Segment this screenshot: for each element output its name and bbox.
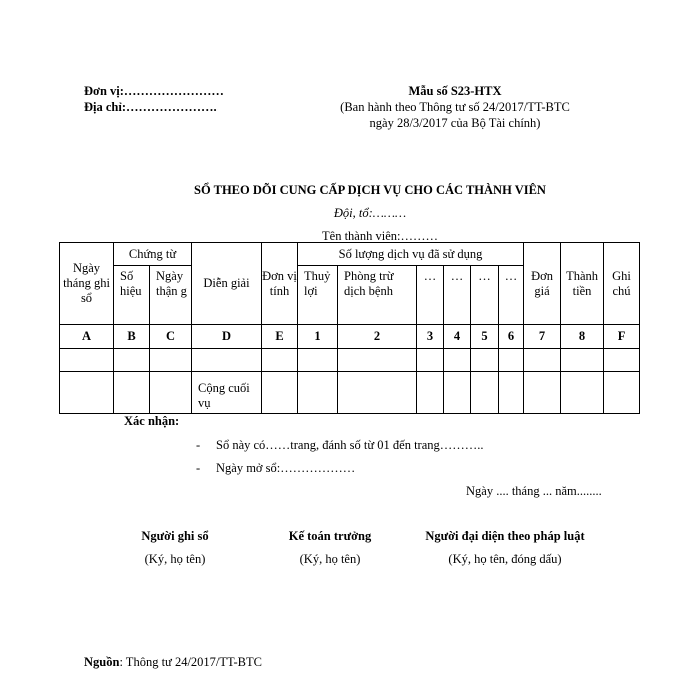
table-cell [262, 349, 298, 372]
col-price-header: Đơn giá [524, 243, 561, 325]
col-irrigation-header: Thuỷ lợi [298, 266, 338, 325]
signer-legal-rep-note: (Ký, họ tên, đóng dấu) [448, 552, 562, 566]
total-label: Cộng cuối vụ [198, 381, 250, 410]
code-cell: D [192, 325, 262, 349]
source-label: Nguồn [84, 655, 120, 669]
col-amount-header: Thành tiền [561, 243, 604, 325]
table-cell [471, 372, 499, 414]
ledger-title: SỔ THEO DÕI CUNG CẤP DỊCH VỤ CHO CÁC THÀNH VIÊN [194, 183, 546, 197]
table-cell [561, 372, 604, 414]
total-label-cell [192, 372, 262, 414]
table-cell [114, 349, 150, 372]
col-disease-header: Phòng trừ dịch bệnh [338, 266, 417, 325]
table-cell [417, 349, 444, 372]
table-cell [471, 349, 499, 372]
confirm-line-2: Ngày mở sổ:……………… [216, 461, 356, 475]
signer-recorder-title: Người ghi sổ [141, 529, 209, 543]
col-dots-header: … [444, 266, 471, 325]
table-cell [60, 349, 114, 372]
code-cell: 4 [444, 325, 471, 349]
table-cell [150, 372, 192, 414]
col-voucher-date-header: Ngày thận g [150, 266, 192, 325]
col-voucher-no-header: Số hiệu [114, 266, 150, 325]
table-cell [499, 372, 524, 414]
signer-accountant-note: (Ký, họ tên) [299, 552, 361, 566]
table-cell [499, 349, 524, 372]
table-cell [417, 372, 444, 414]
col-dots-header: … [417, 266, 444, 325]
code-cell: 5 [471, 325, 499, 349]
issued-line-2: ngày 28/3/2017 của Bộ Tài chính) [369, 116, 541, 130]
table-cell [114, 372, 150, 414]
col-date-header: Ngày tháng ghi sổ [60, 243, 114, 325]
table-row [60, 349, 640, 372]
address-field: Địa chỉ:…………………. [84, 100, 217, 114]
code-cell: 3 [417, 325, 444, 349]
col-qty-header: Số lượng dịch vụ đã sử dụng [298, 243, 524, 266]
code-cell: E [262, 325, 298, 349]
code-cell: F [604, 325, 640, 349]
source-line [84, 655, 262, 670]
date-line: Ngày .... tháng ... năm........ [466, 484, 602, 498]
table-cell [150, 349, 192, 372]
bullet-dash: - [196, 461, 201, 475]
signer-legal-rep-title: Người đại diện theo pháp luật [425, 529, 585, 543]
code-cell: 6 [499, 325, 524, 349]
table-cell [262, 372, 298, 414]
table-cell [338, 372, 417, 414]
signer-accountant-title: Kế toán trưởng [288, 529, 372, 543]
form-number: Mẫu số S23-HTX [408, 84, 502, 98]
bullet-dash: - [196, 438, 201, 452]
code-cell: B [114, 325, 150, 349]
table-cell [60, 372, 114, 414]
table-cell [604, 372, 640, 414]
code-cell: 1 [298, 325, 338, 349]
col-dots-header: … [499, 266, 524, 325]
col-voucher-header: Chứng từ [114, 243, 192, 266]
col-note-header: Ghi chú [604, 243, 640, 325]
code-cell: 2 [338, 325, 417, 349]
table-cell [444, 349, 471, 372]
team-field: Đội, tổ:……… [333, 206, 407, 220]
table-cell [298, 372, 338, 414]
code-cell: C [150, 325, 192, 349]
confirm-line-1: Sổ này có……trang, đánh số từ 01 đến trang……….. [216, 438, 484, 452]
code-cell: 8 [561, 325, 604, 349]
confirm-label: Xác nhận: [124, 414, 180, 428]
table-cell [524, 372, 561, 414]
table-cell [298, 349, 338, 372]
col-dots-header: … [471, 266, 499, 325]
table-cell [604, 349, 640, 372]
table-cell [524, 349, 561, 372]
issued-line-1: (Ban hành theo Thông tư số 24/2017/TT-BTC [340, 100, 570, 114]
table-cell [444, 372, 471, 414]
table-cell [192, 349, 262, 372]
col-desc-header: Diễn giải [192, 243, 262, 325]
code-cell: 7 [524, 325, 561, 349]
code-cell: A [60, 325, 114, 349]
ledger-table [59, 242, 640, 414]
total-row [60, 372, 640, 414]
source-text: : Thông tư 24/2017/TT-BTC [119, 655, 262, 669]
signer-recorder-note: (Ký, họ tên) [144, 552, 206, 566]
col-unit-header: Đơn vị tính [262, 243, 298, 325]
table-cell [338, 349, 417, 372]
member-field: Tên thành viên:……… [322, 229, 438, 243]
unit-field: Đơn vị:…………………… [84, 84, 224, 98]
table-cell [561, 349, 604, 372]
